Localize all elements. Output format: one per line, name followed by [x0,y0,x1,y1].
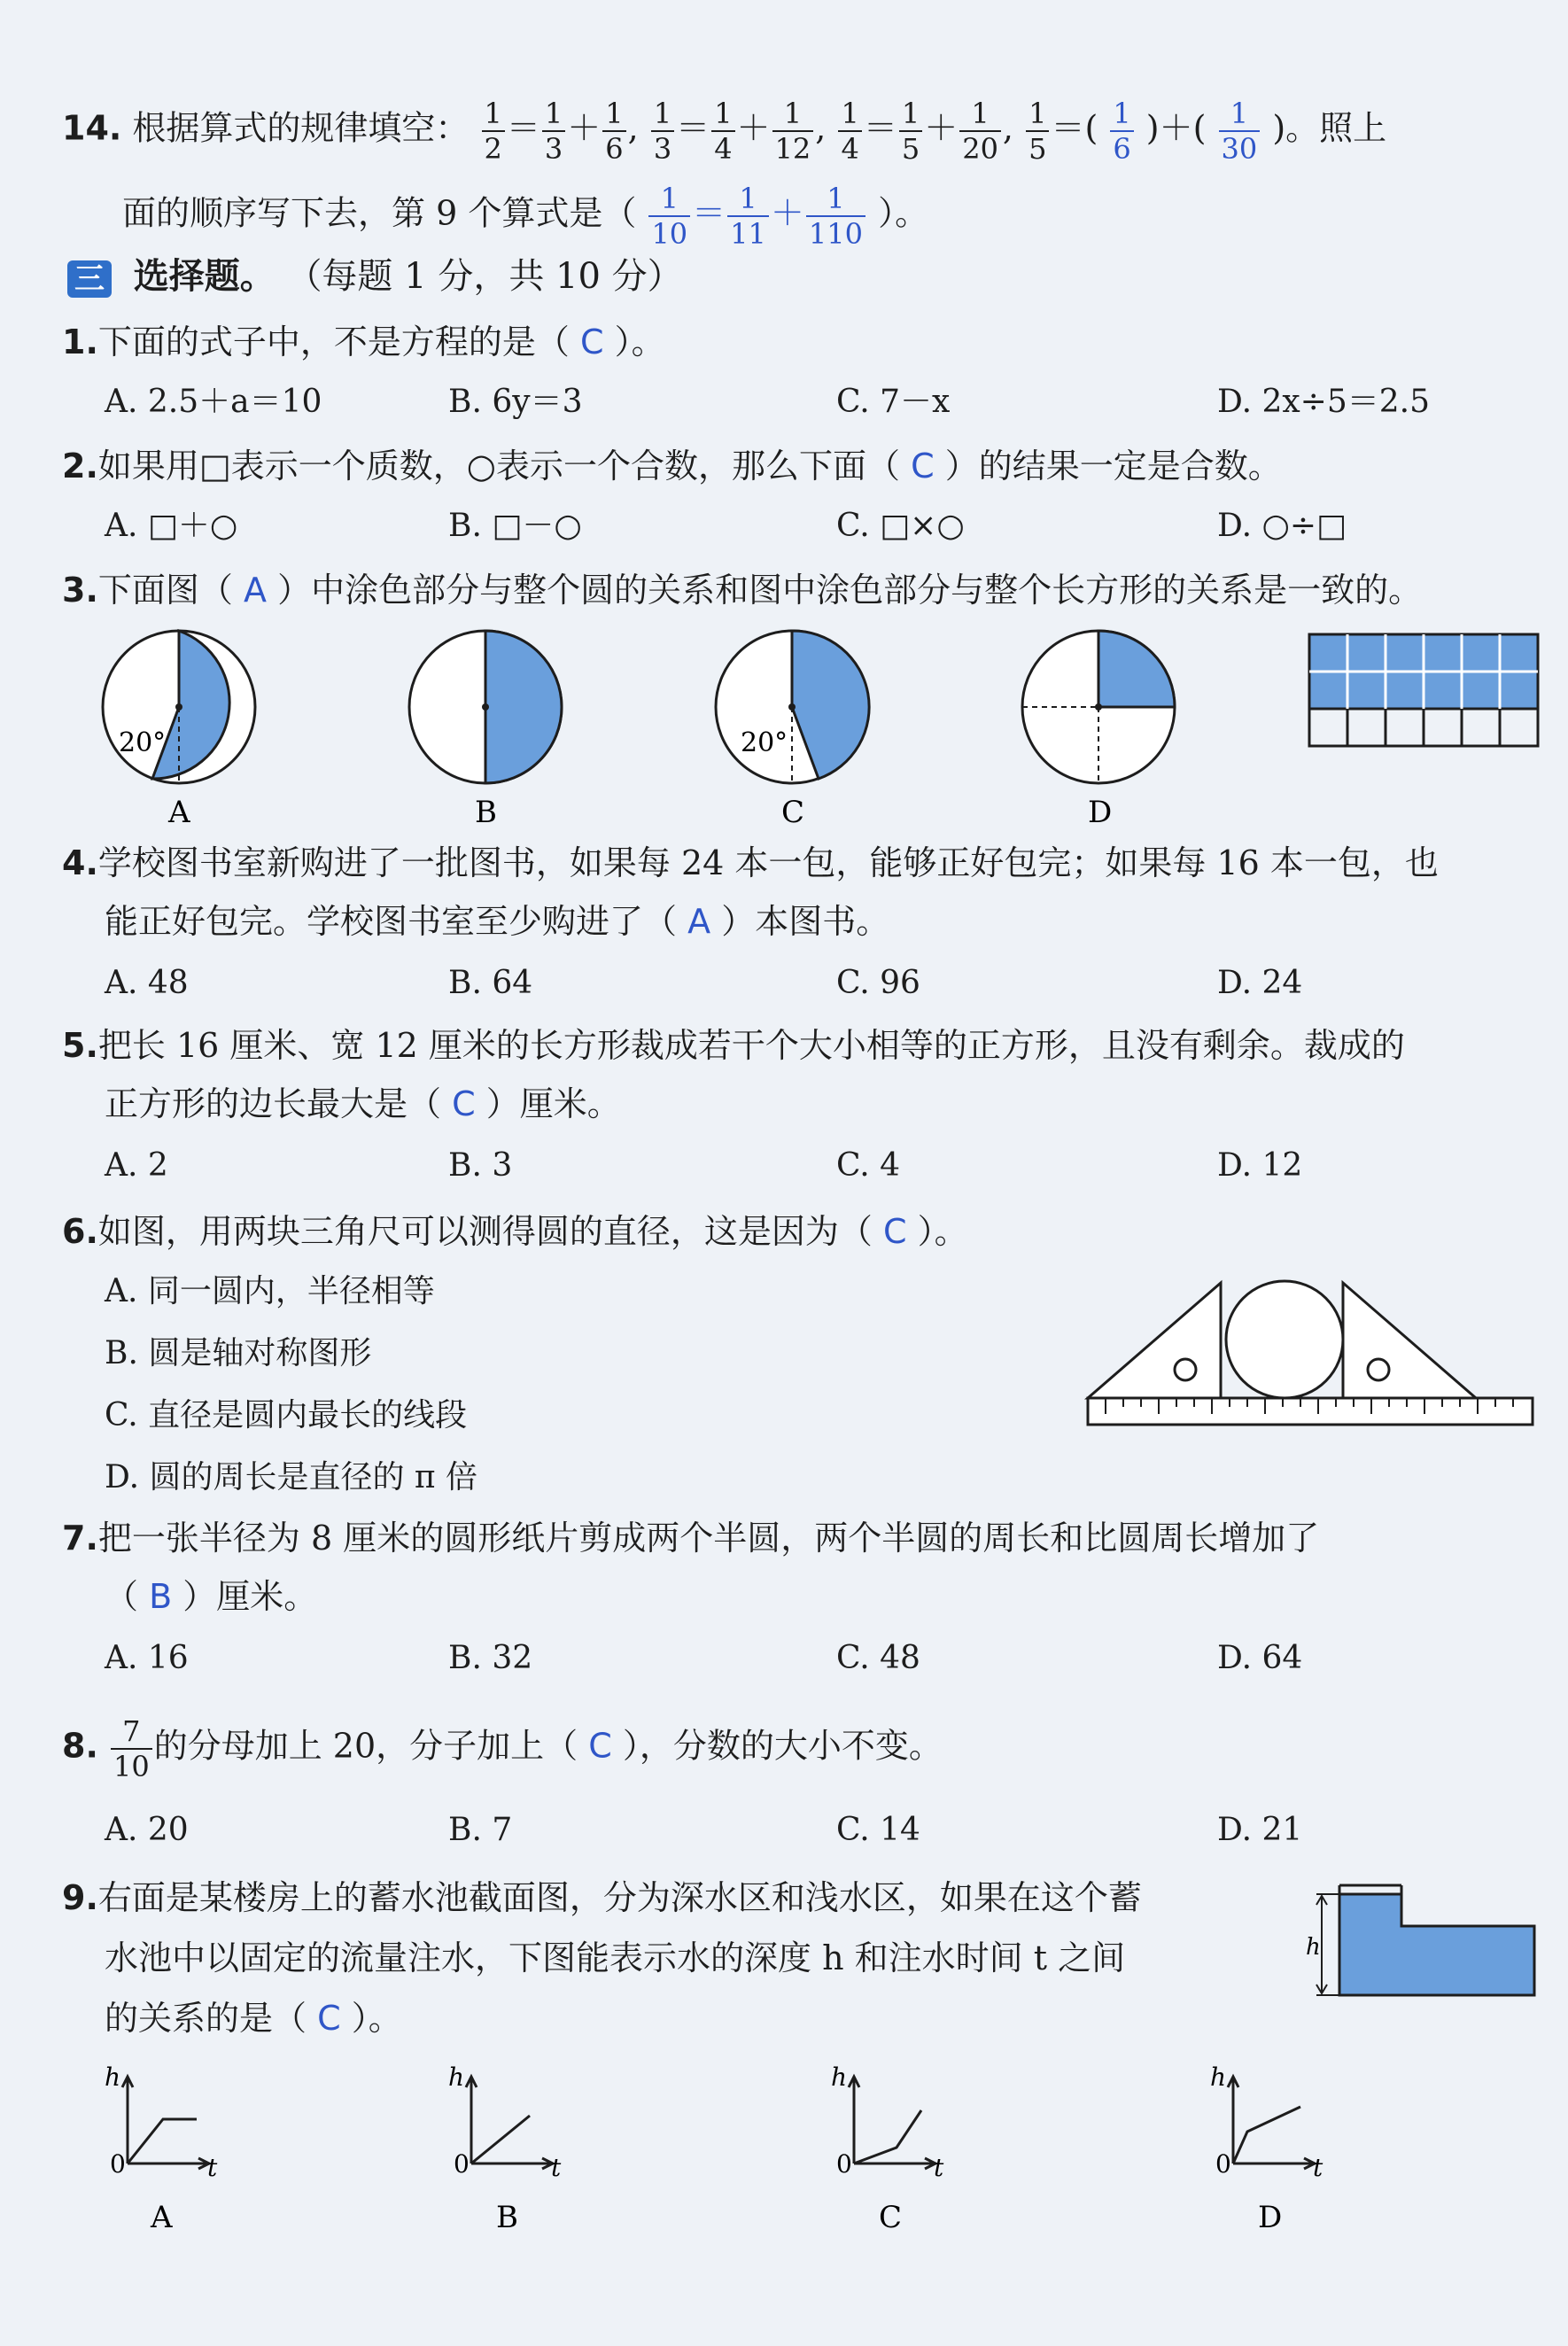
svg-text:0: 0 [1215,2149,1231,2179]
q8-option-b: B. 7 [448,1812,513,1848]
q1-answer: C [580,322,604,361]
svg-text:20°: 20° [741,727,788,758]
svg-text:0: 0 [836,2149,852,2179]
q4-option-a: A. 48 [105,965,189,1001]
q7-line2: （ B ）厘米。 [105,1577,318,1616]
q14-frac: $\frac{1}{4}$ [838,99,861,163]
svg-text:h: h [1210,2062,1227,2092]
q14-frac: $\frac{1}{3}$ [651,99,674,163]
q14-answer-9: $\frac{1}{10}$ [648,184,690,248]
q7-option-c: C. 48 [836,1640,920,1676]
q5-line2: 正方形的边长最大是（ C ）厘米。 [105,1084,621,1123]
q3-grid-rectangle [1309,634,1538,746]
q3-circle-b [409,631,562,783]
svg-text:0: 0 [454,2149,470,2179]
q9-graph-options [0,2055,1568,2233]
q2-answer: C [911,447,935,486]
svg-text:C: C [879,2200,903,2233]
q3-circle-c [716,631,869,783]
q3-stem: 3.下面图（ A ）中涂色部分与整个圆的关系和图中涂色部分与整个长方形的关系是一致的。 [62,571,1423,610]
q6-triangle-rulers-figure [1081,1267,1541,1435]
q2-option-b: B. □－○ [448,508,582,544]
q3-label-a: A [168,795,190,830]
q14-frac: $\frac{1}{2}$ [482,99,505,163]
q7-option-b: B. 32 [448,1640,533,1676]
q6-answer: C [883,1212,907,1251]
q4-option-b: B. 64 [448,965,533,1001]
svg-text:h: h [831,2062,848,2092]
q9-graph-b [448,2062,562,2233]
section-3-header: 三 选择题。 （每题 1 分，共 10 分） [67,255,683,298]
q14-line2: 面的顺序写下去，第 9 个算式是（ $\frac{1}{10}$ ＝ $\frac{1}{11}$ ＋ $\frac{1}{110}$ ）。 [122,182,929,251]
q5-option-b: B. 3 [448,1147,513,1184]
q9-water-tank-figure [1302,1876,1541,2009]
svg-text:t: t [1313,2153,1323,2182]
q8-option-d: D. 21 [1217,1812,1303,1848]
q9-graph-a [105,2062,218,2233]
svg-text:t: t [207,2153,218,2182]
q9-graph-c [831,2062,944,2233]
q5-option-c: C. 4 [836,1147,901,1184]
svg-text:t: t [934,2153,944,2182]
q8-option-c: C. 14 [836,1812,920,1848]
q5-line1: 5.把长 16 厘米、宽 12 厘米的长方形裁成若干个大小相等的正方形，且没有剩余。裁成的 [62,1026,1405,1065]
q14-line1: 14. 根据算式的规律填空： $\frac{1}{2}$ ＝ $\frac{1}{3}$ ＋ $\frac{1}{6}$ , $\frac{1}{3}$ ＝ $\frac{1}{4}$ ＋ $\frac{1}{12}$ , $\frac{1}{4}$ ＝ $\frac{1}{5}$ ＋ $\frac{1}{20}$ , $\frac{1}{5}$ ＝( $\frac{1}{6}$ )＋( $\frac{1}{30}$ )。照上 [62,97,1387,166]
q1-option-b: B. 6y＝3 [448,384,583,420]
q3-figures [0,620,1568,833]
q14-frac: $\frac{1}{6}$ [602,99,625,163]
q7-option-a: A. 16 [105,1640,189,1676]
q8-option-a: A. 20 [105,1812,189,1848]
q6-option-d: D. 圆的周长是直径的 π 倍 [105,1459,478,1495]
q1-option-c: C. 7－x [836,384,951,420]
q8-fraction: $\frac{7}{10}$ [111,1717,152,1781]
q9-graph-d [1210,2062,1323,2233]
q1-stem: 1.下面的式子中，不是方程的是（ C ）。 [62,322,665,361]
svg-text:t: t [551,2153,562,2182]
svg-text:A: A [151,2200,173,2233]
q14-answer-2: $\frac{1}{30}$ [1219,99,1261,163]
q14-frac: $\frac{1}{20}$ [959,99,1001,163]
section-badge: 三 [67,260,112,298]
q9-line3: 的关系的是（ C ）。 [105,1999,402,2038]
q14-frac: $\frac{1}{5}$ [899,99,922,163]
svg-text:20°: 20° [119,727,167,758]
q14-frac: $\frac{1}{5}$ [1026,99,1049,163]
q14-frac: $\frac{1}{4}$ [711,99,734,163]
q14-frac: $\frac{1}{12}$ [772,99,814,163]
q3-label-c: C [781,795,805,830]
q3-answer: A [244,571,267,610]
q8-answer: C [588,1726,612,1766]
svg-text:D: D [1258,2200,1283,2233]
q7-line1: 7.把一张半径为 8 厘米的圆形纸片剪成两个半圆，两个半圆的周长和比圆周长增加了 [62,1519,1320,1558]
q3-circle-a [103,631,255,783]
q7-answer: B [149,1577,173,1616]
q8-stem: 8. $\frac{7}{10}$ 的分母加上 20，分子加上（ C ），分数的大小不变。 [62,1714,943,1783]
q2-option-a: A. □＋○ [105,508,238,544]
q1-option-a: A. 2.5＋a＝10 [105,384,322,420]
q4-line2: 能正好包完。学校图书室至少购进了（ A ）本图书。 [105,902,890,941]
q4-option-d: D. 24 [1217,965,1303,1001]
q1-option-d: D. 2x÷5＝2.5 [1217,384,1430,420]
q5-answer: C [452,1084,476,1123]
svg-text:B: B [496,2200,518,2233]
q14-answer-1: $\frac{1}{6}$ [1110,99,1133,163]
q2-option-d: D. ○÷□ [1217,508,1347,544]
q6-option-a: A. 同一圆内，半径相等 [105,1273,435,1309]
q6-option-c: C. 直径是圆内最长的线段 [105,1397,468,1433]
svg-text:h: h [1306,1934,1321,1961]
q9-answer: C [317,1999,341,2038]
q14-frac: $\frac{1}{3}$ [542,99,565,163]
q3-label-b: B [475,795,497,830]
q4-answer: A [687,902,711,941]
svg-text:0: 0 [110,2149,126,2179]
q4-option-c: C. 96 [836,965,920,1001]
q6-stem: 6.如图，用两块三角尺可以测得圆的直径，这是因为（ C ）。 [62,1212,968,1251]
svg-text:h: h [105,2062,121,2092]
q9-line2: 水池中以固定的流量注水，下图能表示水的深度 h 和注水时间 t 之间 [105,1938,1126,1977]
q3-circle-d [1022,631,1175,783]
svg-text:h: h [448,2062,465,2092]
q6-option-b: B. 圆是轴对称图形 [105,1335,372,1371]
q7-option-d: D. 64 [1217,1640,1303,1676]
q5-option-a: A. 2 [105,1147,168,1184]
q4-line1: 4.学校图书室新购进了一批图书，如果每 24 本一包，能够正好包完；如果每 16 本一包，也 [62,843,1439,882]
q9-line1: 9.右面是某楼房上的蓄水池截面图，分为深水区和浅水区，如果在这个蓄 [62,1878,1142,1917]
q2-stem: 2.如果用□表示一个质数，○表示一个合数，那么下面（ C ）的结果一定是合数。 [62,447,1282,486]
q3-label-d: D [1088,795,1113,830]
q2-option-c: C. □×○ [836,508,965,544]
q5-option-d: D. 12 [1217,1147,1303,1184]
